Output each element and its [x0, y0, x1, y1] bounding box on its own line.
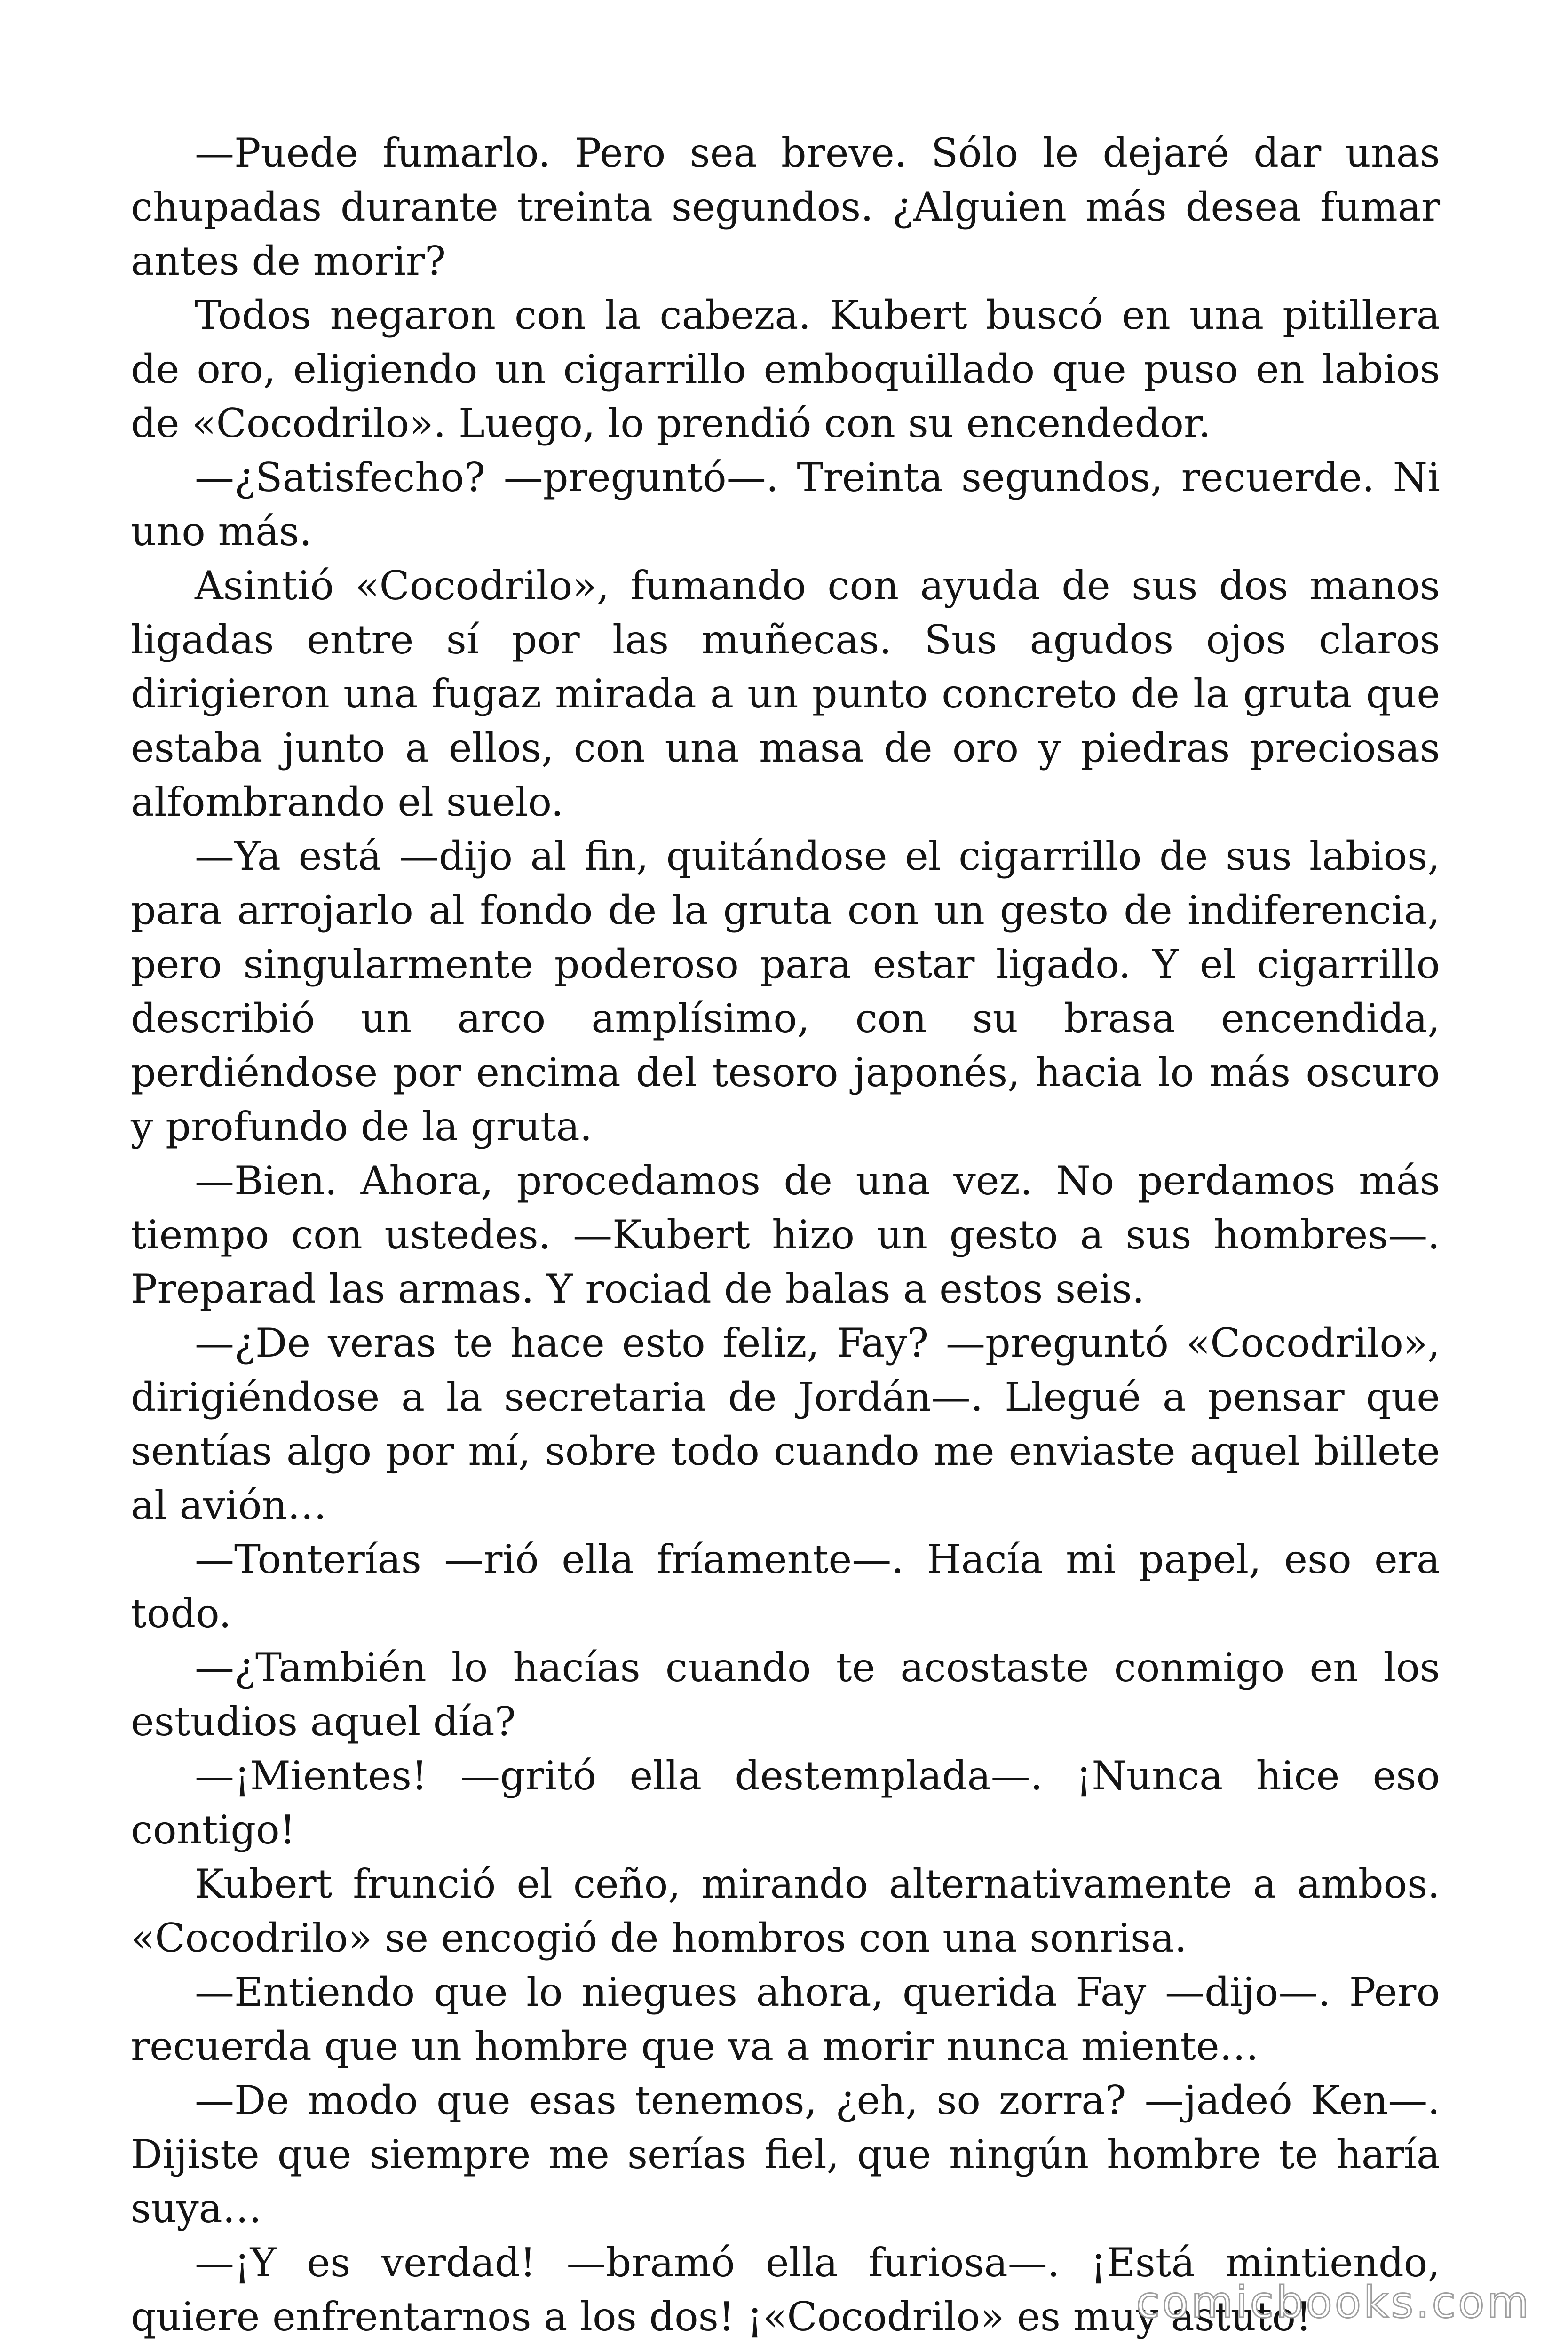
paragraph-3: —¿Satisfecho? —preguntó—. Treinta segundos, recuerde. Ni uno más.	[131, 454, 1440, 555]
paragraph-1: —Puede fumarlo. Pero sea breve. Sólo le dejaré dar unas chupadas durante treinta segundos. ¿Alguien más desea fumar antes de morir?	[131, 130, 1440, 284]
paragraph-5: —Ya está —dijo al fin, quitándose el cigarrillo de sus labios, para arrojarlo al fondo de la gruta con un gesto de indiferencia, pero singularmente poderoso para estar ligado. Y el cigarrillo describió un arco amplísimo, con su brasa encendida, perdiéndose por encima del tesoro japonés, hacia lo más oscuro y profundo de la gruta.	[131, 833, 1440, 1150]
paragraph-13: —De modo que esas tenemos, ¿eh, so zorra? —jadeó Ken—. Dijiste que siempre me serías fiel, que ningún hombre te haría suya…	[131, 2077, 1440, 2232]
paragraph-4: Asintió «Cocodrilo», fumando con ayuda de sus dos manos ligadas entre sí por las muñecas. Sus agudos ojos claros dirigieron una fugaz mirada a un punto concreto de la gruta que estaba junto a ellos, con una masa de oro y piedras preciosas alfombrando el suelo.	[131, 563, 1440, 825]
paragraph-2: Todos negaron con la cabeza. Kubert buscó en una pitillera de oro, eligiendo un cigarrillo emboquillado que puso en labios de «Cocodrilo». Luego, lo prendió con su encendedor.	[131, 292, 1440, 446]
paragraph-6: —Bien. Ahora, procedamos de una vez. No perdamos más tiempo con ustedes. —Kubert hizo un gesto a sus hombres—. Preparad las armas. Y rociad de balas a estos seis.	[131, 1158, 1440, 1312]
paragraph-11: Kubert frunció el ceño, mirando alternativamente a ambos. «Cocodrilo» se encogió de hombros con una sonrisa.	[131, 1861, 1440, 1961]
body-text	[131, 126, 1440, 2344]
paragraph-14: —¡Y es verdad! —bramó ella furiosa—. ¡Está mintiendo, quiere enfrentarnos a los dos! ¡«Cocodrilo» es muy astuto!	[131, 2240, 1440, 2340]
paragraph-8: —Tonterías —rió ella fríamente—. Hacía mi papel, eso era todo.	[131, 1536, 1440, 1637]
paragraph-12: —Entiendo que lo niegues ahora, querida Fay —dijo—. Pero recuerda que un hombre que va a morir nunca miente…	[131, 1969, 1440, 2069]
paragraph-9: —¿También lo hacías cuando te acostaste conmigo en los estudios aquel día?	[131, 1645, 1440, 1745]
watermark: comicbooks.com	[1136, 2277, 1531, 2328]
paragraph-7: —¿De veras te hace esto feliz, Fay? —preguntó «Cocodrilo», dirigiéndose a la secretaria de Jordán—. Llegué a pensar que sentías algo por mí, sobre todo cuando me enviaste aquel billete al avión…	[131, 1320, 1440, 1528]
paragraph-10: —¡Mientes! —gritó ella destemplada—. ¡Nunca hice eso contigo!	[131, 1753, 1440, 1853]
